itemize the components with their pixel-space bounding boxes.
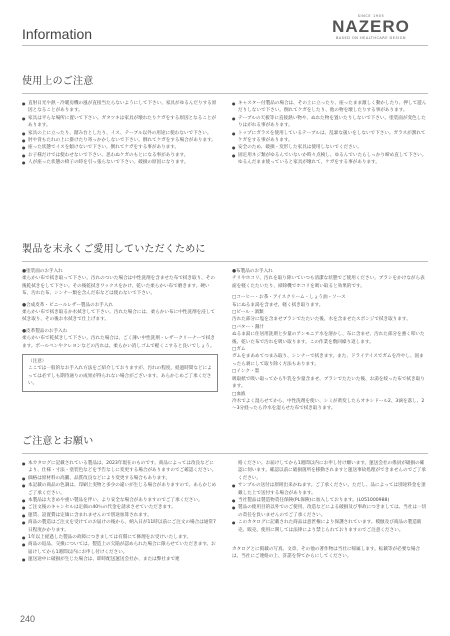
care-note-box bbox=[22, 354, 218, 392]
fabric-care-intro bbox=[232, 268, 428, 290]
care-item bbox=[22, 302, 218, 324]
list-item: ● 当社製品は製造物責任保険(PL保険)に加入しております。(L051000988) bbox=[232, 497, 428, 504]
usage-right-column bbox=[232, 100, 428, 167]
list-item: ● 運賃、設置費は定価に含まれませんので別途加算されます。 bbox=[22, 512, 218, 519]
usage-title: 使用上のご注意 bbox=[22, 76, 94, 87]
list-item: ● 肘や背もたれの上に掛けたり寄っかかしないで下さい。倒れてケガをする場合があります。 bbox=[22, 137, 218, 144]
list-item: ● 商品の返品、交換については、製造上の欠陥が認められた場合に限らせていただきます。お届けしてから1週間以内にお申し付けください。 bbox=[22, 541, 218, 556]
care-note-head: （注意） bbox=[28, 359, 47, 365]
care-item-head: ●塗装面のお手入れ bbox=[22, 269, 63, 274]
notice-left-column bbox=[22, 460, 218, 564]
care-item-body: 柔らかい布で乾拭きして下さい。汚れた場合は、ごく薄い中性洗剤・レザークリーナーで拭きます。ボールペンやクレヨンなどの汚れは、柔らかい消しゴムで軽くこすると良いでしょう。 bbox=[22, 336, 215, 349]
stain-item-body: 汚れた部分に塩を含ませブラシでたたいた後、水を含ませたスポンジで拭き取ります。 bbox=[232, 317, 411, 323]
care-note bbox=[28, 358, 212, 388]
list-item: ● 本製品は大きめや重い製品を伴い、より安全な場合がありますのでご了承ください。 bbox=[22, 497, 218, 504]
care-item-head: ●合成皮革・ビニールレザー製品のお手入れ bbox=[22, 302, 114, 308]
copyright-note: カタログとに掲載の写真、文章、その他の著作物は当社に帰属します。転載等が必要な場合は、当社にご連絡の上、許諾を得てからにしてください。 bbox=[232, 547, 421, 560]
list-item: ● 安全のため、破損・変形した家具は使用しないでください。 bbox=[232, 144, 428, 151]
list-item: ● 運送途中に破損が生じた場合は、即時配送運送会社か、または弊社まで連 bbox=[22, 556, 218, 563]
logo-brand: NAZERO bbox=[332, 17, 410, 36]
care-item bbox=[22, 328, 218, 350]
list-item: ● キャスター付製品の場合は、その上に立ったり、座ったまま激しく動かしたり、押して遊んだりしないで下さい。倒れてケガをしたり、他の物を壊したりする事があります。 bbox=[232, 100, 428, 115]
list-item: ● 価格は原材料の高騰、品質改良などにより変更する場合もあります。 bbox=[22, 475, 218, 482]
stain-item-body: 冷水でよく湿らせてから、中性洗剤を使い、シミが黄変したらオキシドール2、3滴を落し、2～3分経ったら冷水を湿らせた布で拭き取ります。 bbox=[232, 398, 425, 412]
list-item: ● 家具の上に立ったり、踏み台としたり、イス、テーブル以外の用途に使わないで下さい。 bbox=[22, 130, 218, 137]
stain-item-body: 布にぬるま湯を含ませ、軽く拭き取ります。 bbox=[232, 302, 324, 308]
list-item: ● ご注文後のキャンセルは定価の40％の代金を請求させていただきます。 bbox=[22, 504, 218, 511]
list-item: ● お子様だけでは使わせないで下さい。思わぬケガのもとになる事があります。 bbox=[22, 152, 218, 159]
fabric-care-head: ●布製品のお手入れ bbox=[232, 269, 273, 274]
stain-item-body: 吸取紙で吸い取ってから牛乳を少量含ませ、ブラシでたたいた後、お湯を絞った布で拭き取ります。 bbox=[232, 376, 425, 390]
care-divider bbox=[22, 261, 428, 262]
list-item: ● 商品の製造はご注文を受けてのお届けの後から、納入日が11時以前にご注文の場合は通常7日程度かかります。 bbox=[22, 519, 218, 534]
stain-item bbox=[232, 368, 428, 390]
stain-item-head: □インク・墨 bbox=[232, 369, 260, 375]
list-item: ● トップにガラスを使用しているテーブルは、乱暴な扱いをしないで下さい。ガラスが割れてケガをする事があります。 bbox=[232, 130, 428, 145]
stain-item-head: □コーヒー・お茶・アイスクリーム・しょう油・ソース bbox=[232, 295, 346, 301]
notice-continued-text: 絡ください。お届けしてから1週間以内にお申し付け願います。運送会社の係員が破損の確認に伺います。確認以前に破損箇所を移動されますと運送事故処理ができませんのでご了承ください。 bbox=[238, 461, 426, 481]
care-left-column bbox=[22, 268, 218, 413]
notice-section bbox=[22, 432, 428, 564]
list-item: ● 座った状態でイスを傾けないで下さい。倒れてケガをする事があります。 bbox=[22, 144, 218, 151]
logo-since: SINCE 1905 bbox=[357, 14, 385, 18]
list-item: ● 人が座った状態の椅子の時を引っ張らないで下さい。破損の原因になります。 bbox=[22, 159, 218, 166]
care-item-body: 柔らかい布で拭き取るか水拭きして下さい。汚れた場合には、柔らかい布に中性洗剤を浸して拭き取り、その後お水拭きで仕上げます。 bbox=[22, 310, 215, 323]
care-item-head: ●皮革製品のお手入れ bbox=[22, 328, 68, 334]
title-divider bbox=[22, 45, 428, 46]
list-item: ● 1年以上経過した製品の故障につきましては有償にて修理をお受けいたします。 bbox=[22, 534, 218, 541]
list-item: ● 本カタログに記載されている製品は、2023年現在のものです。商品によっては改良などにより、仕様・寸法・塗装色などを予告なしに変更する場合がありますのでご確認ください。 bbox=[22, 460, 218, 475]
list-item: ● このカタログに記載された商品は意匠権により保護されています。模倣及び商品の製造販売、販売、使用に関しては法律により禁じられておりますのでご注意ください。 bbox=[232, 519, 428, 534]
stain-item-head: □ガム bbox=[232, 347, 246, 353]
notice-right-column bbox=[232, 460, 428, 564]
care-title: 製品を末永くご愛用していただくために bbox=[22, 244, 206, 255]
care-item bbox=[22, 268, 218, 298]
stain-item bbox=[232, 309, 428, 324]
notice-title: ご注意とお願い bbox=[22, 436, 94, 447]
page-title: Information bbox=[22, 26, 93, 42]
notice-divider bbox=[22, 453, 428, 454]
care-item-body: 柔らかい布で拭き取って下さい。汚れのついた場合は中性洗剤を含ませた布で拭き取り、その後乾拭きをして下さい。その後乾拭きワックスをかけ、乾いた柔らかい布で磨きます。硬い布、汚れた布、シンナー類を含んだ布などは使わないで下さい。 bbox=[22, 276, 215, 297]
stain-item-head: □血液 bbox=[232, 391, 246, 397]
list-item: ● 製品の使用目的以外でのご使用、改造などによる破損及び事故につきましては、当社は一切の責任を負いませんのでご了承ください。 bbox=[232, 504, 428, 519]
brand-logo bbox=[316, 14, 426, 40]
list-item: ● テーブルの天板等に直接熱い物や、ぬれた物を置いたりしないで下さい。塗装面が変色したりはがれる事があります。 bbox=[232, 115, 428, 130]
stain-item-head: □ビール・酒類 bbox=[232, 310, 264, 316]
list-item: ● 家具は平らな場所に置いて下さい。ガタツキは家具が壊れたりケガをする原因となることがあります。 bbox=[22, 115, 218, 130]
stain-item bbox=[232, 294, 428, 309]
usage-section bbox=[22, 72, 428, 167]
page-number: 240 bbox=[20, 614, 36, 624]
fabric-care-body: チリやホコリ、汚れを取り除いていつも清潔な状態でご使用ください。ブラシをかけながら表面を軽くたたいたり、掃除機でホコリを吸い取ると効果的です。 bbox=[232, 276, 425, 289]
stain-item-body: ガムをまあめてつまみ取り、シンナーで拭きます。また、ドライアイスでガムを冷やし、固まったら剥にして取り除く方法もあります。 bbox=[232, 354, 424, 367]
usage-divider bbox=[22, 93, 428, 94]
list-item: ● 直射日光や熱・冷暖房機の風が直接当たらないようにして下さい。家具がゆるんだりする原因となることがあります。 bbox=[22, 100, 218, 115]
stain-item bbox=[232, 324, 428, 346]
care-right-column bbox=[232, 268, 428, 413]
care-section bbox=[22, 240, 428, 413]
list-item: ● 固定用ネジ類がゆるんでいないか時々点検し、ゆるんでいたらしっかり締め直して下さい。ゆるんだまま使っていると家具が壊れて、ケガをする事があります。 bbox=[232, 152, 428, 167]
stain-item-body: ぬるま湯に住居用洗剤と少量のアンモニア水を溶かし、布に含ませ、汚れた部分を強く叩いた後、乾いた布で汚れを吸い取ります。この作業を数回繰り返します。 bbox=[232, 332, 425, 345]
care-note-body: ここでは一般的なお手入れ方法をご紹介しておりますが、汚れの程度、経過時間などによっては必ずしも期待通りの成果が得られない場合がございます。あらかじめご了承ください。 bbox=[28, 366, 212, 387]
stain-item bbox=[232, 346, 428, 368]
stain-item bbox=[232, 391, 428, 413]
logo-tagline: BASED ON HEALTHCARE DESIGN bbox=[335, 36, 407, 40]
list-item: ● サンプルの送付は原則出来かねます。ご了承ください。ただし、品によっては別途料金を頂戴した上で送付する場合があります。 bbox=[232, 482, 428, 497]
list-item: ● 本記載の商品の色調は、印刷上実物と多少の違いが生じる場合がありますので、あらかじめご了承ください。 bbox=[22, 482, 218, 497]
usage-left-column bbox=[22, 100, 218, 167]
stain-item-head: □バター・醤汁 bbox=[232, 324, 264, 330]
